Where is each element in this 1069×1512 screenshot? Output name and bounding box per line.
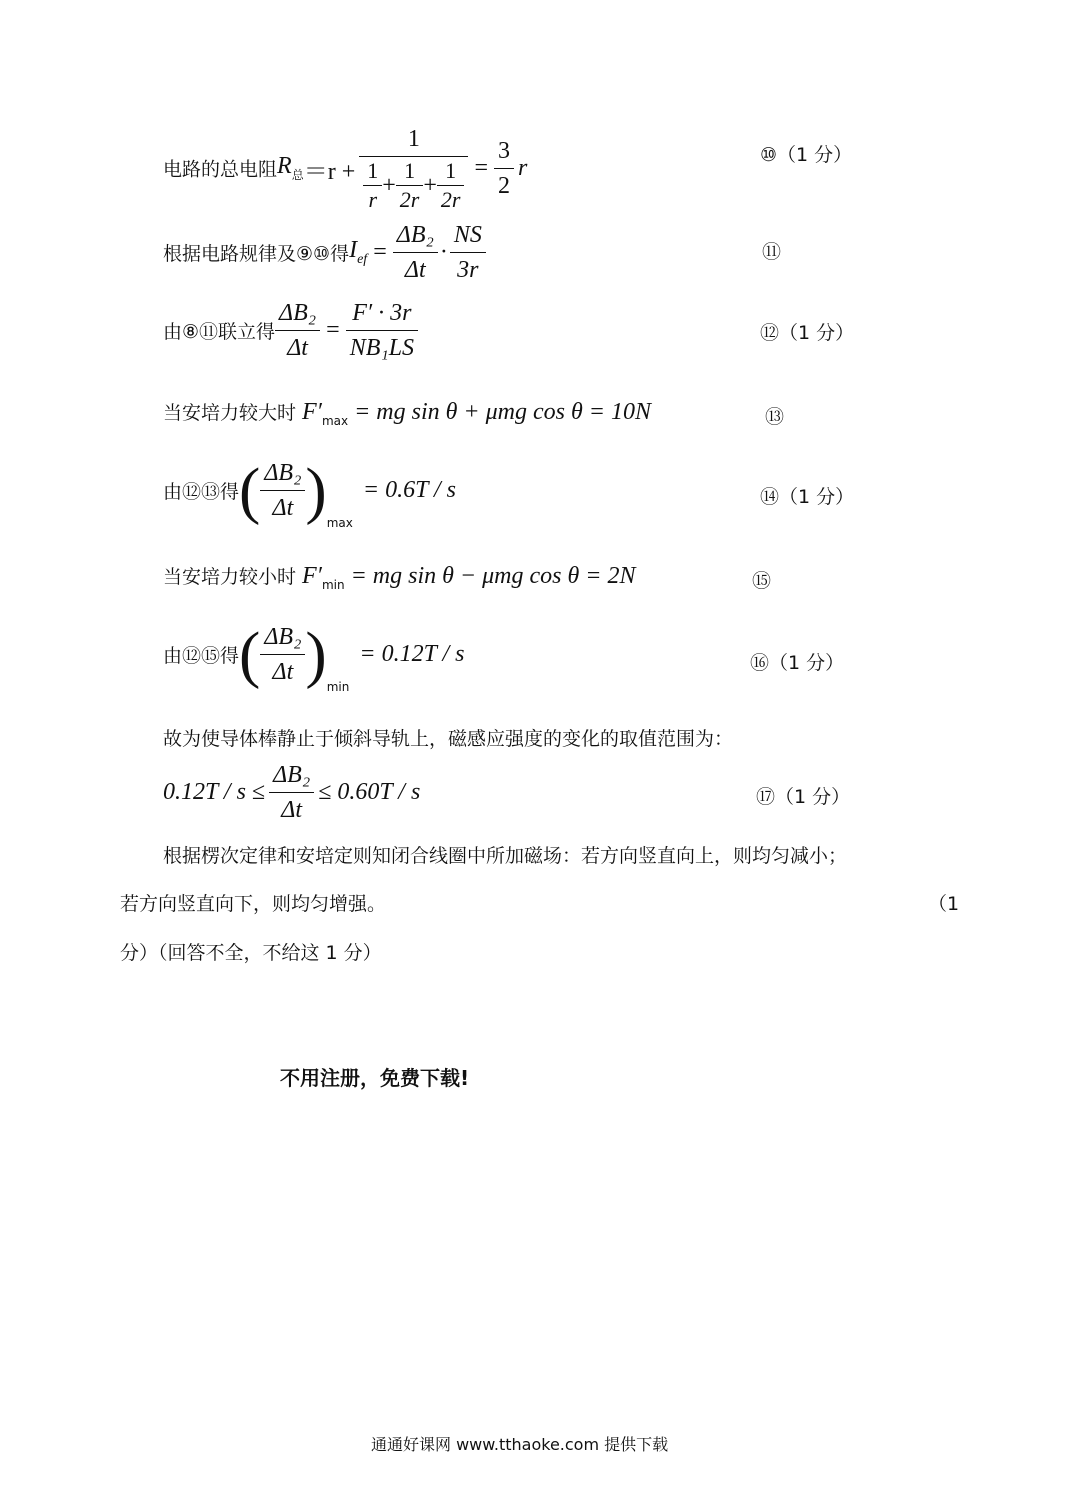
eq11-tag: ⑪ [762,241,782,263]
eq14-right-paren: ) [305,454,327,526]
eq14-tag: ⑭（1 分） [760,486,855,508]
eq17-right: ≤ 0.60T / s [318,779,421,805]
eq10-result-var: r [518,154,528,181]
conclusion-text: 故为使导体棒静止于倾斜导轨上，磁感应强度的变化的取值范围为： [163,728,734,750]
paragraph-line-2-tag: （1 [928,893,960,915]
eq14-expr: = 0.6T / s [362,477,457,503]
eq11-label: 根据电路规律及⑨⑩得 [163,243,350,265]
eq14-fraction: $\frac{\text{ΔB₂}}{\Delta t}$ [260,458,305,523]
eq15-label: 当安培力较小时 [163,566,297,588]
eq14-label: 由⑫⑬得 [163,481,240,503]
eq10-plus1: + [382,172,396,199]
eq10-equals: = [474,154,488,181]
eq12-tag: ⑫（1 分） [760,322,855,344]
eq12-equals: = [326,317,340,343]
eq11-I: $I_{ef}$ [349,237,368,267]
eq12-fraction-1: $\frac{\text{ΔB₂}}{\Delta t}$ [275,298,320,363]
eq15-row [163,562,635,592]
eq13-row [163,398,651,428]
eq10-result-fraction: $\frac{3}{2}$ [494,136,514,201]
eq14-sub: max [326,516,353,530]
eq13-F: $F'_{max}$ [302,399,349,428]
eq16-sub: min [326,680,350,694]
eq14-row [163,454,457,530]
eq12-fraction-2: $\frac{F' \cdot 3r}{\text{NB₁LS}}$ [346,298,418,363]
eq15-expr: = mg sin θ − μmg cos θ = 2N [350,563,636,589]
eq10-eq-start: ＝r + [303,158,356,185]
footer-text: 通通好课网 www.tthaoke.com 提供下载 [371,1435,669,1454]
eq16-row [163,618,465,694]
eq10-big-fraction: 1 $\frac{1}{r}$ + $\frac{1}{2r}$ + $\frac{1}{2r}$ [359,124,468,212]
eq17-left: 0.12T / s ≤ [163,779,266,805]
eq13-tag: ⑬ [765,406,785,428]
eq11-fraction-2: $\frac{NS}{3r}$ [450,220,486,285]
eq17-row [163,760,420,825]
eq10-label: 电路的总电阻 [163,158,278,181]
eq11-equals: = [373,239,387,265]
eq10-R: $R_总$ [277,153,304,182]
eq16-right-paren: ) [305,618,327,690]
eq15-tag: ⑮ [752,570,772,592]
eq16-tag: ⑯（1 分） [750,652,845,674]
eq10-row [163,124,527,212]
eq10-term1: $\frac{1}{r}$ [363,159,382,212]
eq11-fraction-1: $\frac{\text{ΔB₂}}{\Delta t}$ [393,220,438,285]
eq17-tag: ⑰（1 分） [756,786,851,808]
eq15-F: $F'_{min}$ [302,563,345,592]
eq16-expr: = 0.12T / s [359,641,465,667]
eq10-term2: $\frac{1}{2r}$ [396,159,424,212]
paragraph-line-2: 若方向竖直向下，则均匀增强。 [120,893,387,915]
paragraph-line-3: 分）（回答不全，不给这 1 分） [120,942,382,964]
eq12-label: 由⑧⑪联立得 [163,321,276,343]
eq13-label: 当安培力较大时 [163,402,297,424]
eq11-row [163,220,486,285]
eq11-dot: · [439,239,448,265]
eq16-label: 由⑫⑮得 [163,645,240,667]
eq16-fraction: $\frac{\text{ΔB₂}}{\Delta t}$ [260,622,305,687]
eq12-row [163,298,418,363]
eq14-left-paren: ( [239,454,261,526]
eq10-plus2: + [423,172,437,199]
paragraph-line-1: 根据楞次定律和安培定则知闭合线圈中所加磁场：若方向竖直向上，则均匀减小； [163,845,848,867]
promo-text: 不用注册，免费下载! [280,1066,470,1090]
eq10-tag: ⑩（1 分） [760,144,853,166]
eq16-left-paren: ( [239,618,261,690]
eq10-term3: $\frac{1}{2r}$ [437,159,465,212]
eq13-expr: = mg sin θ + μmg cos θ = 10N [354,399,651,425]
eq17-fraction: $\frac{\text{ΔB₂}}{\Delta t}$ [269,760,314,825]
